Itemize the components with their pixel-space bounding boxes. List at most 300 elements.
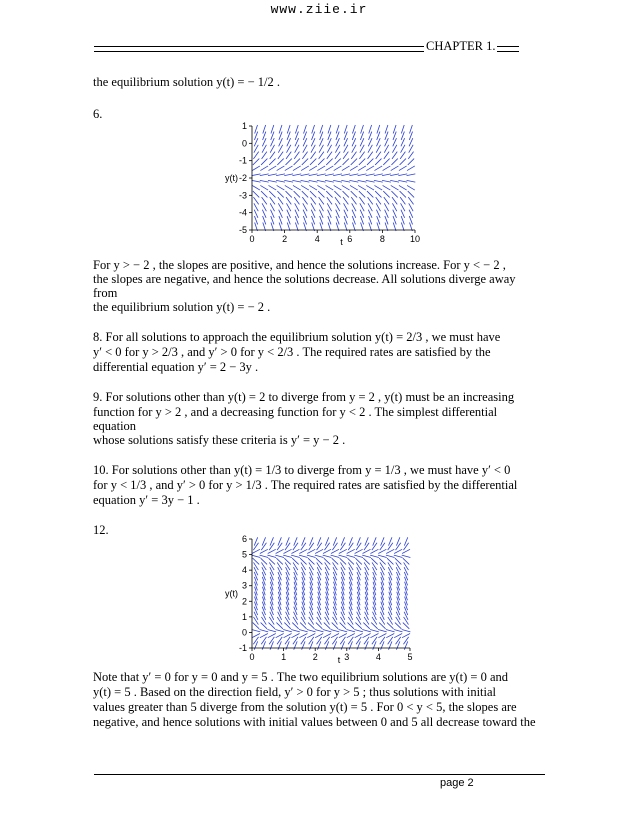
slope-segment bbox=[283, 629, 292, 631]
slope-segment bbox=[358, 174, 367, 176]
slope-segment bbox=[317, 166, 325, 171]
y-tick-label: 6 bbox=[241, 534, 247, 544]
slope-segment bbox=[252, 174, 261, 176]
slope-segment bbox=[276, 558, 282, 564]
slope-segment bbox=[309, 637, 314, 644]
slope-segment bbox=[285, 617, 290, 625]
paragraph-line: for y < 1/3 , and y′ > 0 for y > 1/3 . The required rates are satisfied by the differential bbox=[93, 478, 518, 492]
slope-segment bbox=[391, 191, 397, 197]
slope-segment bbox=[261, 543, 266, 550]
direction-field-plot-6 bbox=[218, 120, 423, 250]
slope-segment bbox=[371, 623, 377, 629]
x-tick-label: 3 bbox=[344, 652, 350, 662]
slope-segment bbox=[342, 166, 350, 171]
slope-segment bbox=[400, 159, 406, 165]
slope-segment bbox=[285, 166, 293, 171]
slope-segment bbox=[349, 174, 358, 176]
slope-segment bbox=[391, 166, 399, 171]
x-tick-label: 2 bbox=[282, 234, 288, 244]
slope-segment bbox=[372, 637, 377, 644]
slope-segment bbox=[403, 543, 408, 550]
slope-segment bbox=[261, 159, 267, 165]
slope-segment bbox=[334, 191, 340, 197]
paragraph-line: 10. For solutions other than y(t) = 1/3 to diverge from y = 1/3 , we must have y′ < 0 bbox=[93, 463, 511, 477]
slope-segment bbox=[310, 159, 316, 165]
paragraph-line: the equilibrium solution y(t) = − 1/2 . bbox=[93, 75, 280, 89]
slope-segment bbox=[309, 174, 318, 176]
paragraph-line: the equilibrium solution y(t) = − 2 . bbox=[93, 300, 271, 314]
slope-segment bbox=[348, 558, 354, 564]
slope-segment bbox=[383, 191, 389, 197]
paragraph-line: equation bbox=[93, 419, 137, 433]
slope-segment bbox=[253, 191, 259, 197]
slope-segment bbox=[308, 623, 314, 629]
slope-segment bbox=[380, 543, 385, 550]
slope-segment bbox=[398, 180, 407, 182]
slope-segment bbox=[375, 159, 381, 165]
slope-segment bbox=[260, 166, 268, 171]
slope-segment bbox=[301, 637, 306, 644]
slope-segment bbox=[252, 166, 260, 171]
slope-segment bbox=[315, 555, 324, 557]
slope-segment bbox=[260, 629, 269, 631]
slope-segment bbox=[364, 617, 369, 625]
slope-segment bbox=[343, 191, 349, 197]
paragraph-line: equation y′ = 3y − 1 . bbox=[93, 493, 200, 507]
slope-segment bbox=[348, 617, 353, 625]
slope-segment bbox=[394, 629, 403, 631]
slope-segment bbox=[348, 637, 353, 644]
slope-segment bbox=[293, 637, 298, 644]
slope-segment bbox=[341, 180, 350, 182]
slope-segment bbox=[309, 562, 314, 570]
problem-number: 6. bbox=[93, 107, 103, 121]
slope-segment bbox=[395, 623, 401, 629]
slope-segment bbox=[364, 562, 369, 570]
slope-segment bbox=[269, 166, 277, 171]
slope-segment bbox=[283, 555, 292, 557]
slope-segment bbox=[277, 191, 283, 197]
slope-segment bbox=[269, 562, 274, 570]
x-tick-label: 2 bbox=[312, 652, 318, 662]
slope-segment bbox=[333, 562, 338, 570]
slope-segment bbox=[383, 159, 389, 165]
slope-segment bbox=[268, 174, 277, 176]
slope-segment bbox=[285, 637, 290, 644]
x-tick-label: 1 bbox=[281, 652, 287, 662]
slope-segment bbox=[277, 159, 283, 165]
slope-segment bbox=[325, 180, 334, 182]
slope-segment bbox=[277, 562, 282, 570]
y-tick-label: -1 bbox=[238, 643, 247, 653]
slope-segment bbox=[374, 174, 383, 176]
slope-segment bbox=[371, 558, 377, 564]
slope-segment bbox=[339, 629, 348, 631]
slope-segment bbox=[269, 191, 275, 197]
slope-segment bbox=[293, 543, 298, 550]
slope-segment bbox=[394, 555, 403, 557]
y-tick-label: 4 bbox=[241, 565, 247, 576]
paragraph-line: y(t) = 5 . Based on the direction field, y′ > 0 for y > 5 ; thus solutions with initial bbox=[93, 685, 497, 699]
slope-segment bbox=[348, 623, 354, 629]
slope-segment bbox=[284, 623, 290, 629]
slope-segment bbox=[261, 562, 266, 570]
slope-segment bbox=[293, 562, 298, 570]
slope-segment bbox=[253, 623, 259, 629]
slope-segment bbox=[403, 558, 409, 564]
slope-segment bbox=[284, 180, 293, 182]
paragraph-line: 8. For all solutions to approach the equilibrium solution y(t) = 2/3 , we must have bbox=[93, 330, 501, 344]
slope-segment bbox=[358, 180, 367, 182]
slope-segment bbox=[301, 617, 306, 625]
slope-segment bbox=[359, 191, 365, 197]
slope-segment bbox=[324, 558, 330, 564]
slope-segment bbox=[269, 543, 274, 550]
slope-segment bbox=[356, 543, 361, 550]
slope-segment bbox=[340, 623, 346, 629]
slope-segment bbox=[301, 543, 306, 550]
slope-segment bbox=[407, 185, 415, 190]
slope-segment bbox=[294, 159, 300, 165]
slope-segment bbox=[364, 543, 369, 550]
slope-segment bbox=[383, 166, 391, 171]
slope-segment bbox=[293, 617, 298, 625]
slope-segment bbox=[269, 185, 277, 190]
slope-segment bbox=[403, 623, 409, 629]
slope-segment bbox=[276, 180, 285, 182]
slope-segment bbox=[407, 166, 415, 171]
slope-segment bbox=[326, 159, 332, 165]
slope-segment bbox=[254, 562, 259, 570]
x-tick-label: 0 bbox=[249, 234, 255, 244]
slope-segment bbox=[366, 185, 374, 190]
slope-segment bbox=[380, 562, 385, 570]
slope-segment bbox=[400, 191, 406, 197]
slope-segment bbox=[387, 558, 393, 564]
slope-segment bbox=[326, 191, 332, 197]
y-axis-label: y(t) bbox=[225, 173, 238, 183]
y-tick-label: 5 bbox=[241, 549, 247, 560]
slope-segment bbox=[269, 617, 274, 625]
slope-segment bbox=[285, 543, 290, 550]
slope-segment bbox=[324, 623, 330, 629]
slope-segment bbox=[372, 617, 377, 625]
slope-segment bbox=[309, 617, 314, 625]
paragraph-line: Note that y′ = 0 for y = 0 and y = 5 . The two equilibrium solutions are y(t) = 0 and bbox=[93, 670, 509, 684]
slope-segment bbox=[355, 558, 361, 564]
slope-segment bbox=[285, 185, 293, 190]
slope-segment bbox=[380, 617, 385, 625]
y-tick-label: 1 bbox=[241, 121, 247, 131]
slope-segment bbox=[275, 629, 284, 631]
slope-segment bbox=[332, 558, 338, 564]
slope-segment bbox=[326, 185, 334, 190]
slope-segment bbox=[354, 555, 363, 557]
slope-segment bbox=[339, 555, 348, 557]
slope-segment bbox=[310, 191, 316, 197]
slope-segment bbox=[301, 185, 309, 190]
x-tick-label: 10 bbox=[409, 234, 421, 244]
slope-segment bbox=[351, 159, 357, 165]
x-tick-label: 8 bbox=[379, 234, 385, 244]
paragraph-line: differential equation y′ = 2 − 3y . bbox=[93, 360, 259, 374]
slope-segment bbox=[291, 629, 300, 631]
slope-segment bbox=[301, 562, 306, 570]
slope-segment bbox=[382, 174, 391, 176]
slope-segment bbox=[388, 562, 393, 570]
slope-segment bbox=[261, 558, 267, 564]
slope-segment bbox=[291, 555, 300, 557]
footer-rule bbox=[94, 774, 545, 775]
slope-segment bbox=[374, 185, 382, 190]
y-tick-label: 1 bbox=[241, 611, 247, 622]
slope-segment bbox=[324, 543, 329, 550]
slope-segment bbox=[317, 180, 326, 182]
slope-segment bbox=[404, 562, 409, 570]
slope-segment bbox=[267, 629, 276, 631]
slope-segment bbox=[395, 558, 401, 564]
paragraph-line: 9. For solutions other than y(t) = 2 to diverge from y = 2 , y(t) must be an increasing bbox=[93, 390, 515, 404]
slope-segment bbox=[317, 174, 326, 176]
slope-segment bbox=[391, 185, 399, 190]
slope-segment bbox=[292, 180, 301, 182]
slope-segment bbox=[363, 623, 369, 629]
slope-segment bbox=[334, 159, 340, 165]
slope-segment bbox=[399, 185, 407, 190]
slope-segment bbox=[317, 562, 322, 570]
slope-segment bbox=[317, 637, 322, 644]
slope-segment bbox=[402, 629, 411, 631]
slope-segment bbox=[267, 555, 276, 557]
slope-segment bbox=[388, 543, 393, 550]
slope-segment bbox=[340, 637, 345, 644]
slope-segment bbox=[346, 629, 355, 631]
y-tick-label: -3 bbox=[238, 190, 247, 201]
slope-segment bbox=[386, 555, 395, 557]
slope-segment bbox=[260, 555, 269, 557]
slope-segment bbox=[275, 555, 284, 557]
paragraph-line: For y > − 2 , the slopes are positive, and hence the solutions increase. For y < − 2 , bbox=[93, 258, 506, 272]
slope-segment bbox=[316, 623, 322, 629]
slope-segment bbox=[301, 174, 310, 176]
slope-segment bbox=[252, 629, 261, 631]
slope-segment bbox=[269, 623, 275, 629]
y-tick-label: -4 bbox=[238, 207, 247, 218]
slope-segment bbox=[299, 555, 308, 557]
slope-segment bbox=[380, 637, 385, 644]
slope-segment bbox=[316, 558, 322, 564]
problem-number: 12. bbox=[93, 523, 109, 537]
slope-segment bbox=[260, 174, 269, 176]
slope-segment bbox=[334, 166, 342, 171]
slope-segment bbox=[252, 180, 261, 182]
slope-segment bbox=[372, 562, 377, 570]
slope-segment bbox=[370, 629, 379, 631]
slope-segment bbox=[309, 543, 314, 550]
slope-segment bbox=[396, 617, 401, 625]
direction-field-plot-12 bbox=[220, 533, 420, 668]
slope-segment bbox=[307, 629, 316, 631]
slope-segment bbox=[362, 629, 371, 631]
slope-segment bbox=[252, 555, 261, 557]
x-tick-label: 4 bbox=[314, 234, 320, 244]
slope-segment bbox=[284, 174, 293, 176]
slope-segment bbox=[402, 555, 411, 557]
slope-segment bbox=[254, 617, 259, 625]
slope-segment bbox=[382, 180, 391, 182]
slope-segment bbox=[309, 185, 317, 190]
y-tick-label: 3 bbox=[241, 580, 247, 591]
slope-segment bbox=[277, 637, 282, 644]
slope-segment bbox=[309, 166, 317, 171]
paragraph-line: the slopes are negative, and hence the solutions decrease. All solutions diverge away bbox=[93, 272, 516, 286]
slope-segment bbox=[318, 191, 324, 197]
x-tick-label: 4 bbox=[375, 652, 381, 662]
slope-segment bbox=[367, 159, 373, 165]
slope-segment bbox=[340, 562, 345, 570]
slope-segment bbox=[294, 191, 300, 197]
slope-segment bbox=[356, 637, 361, 644]
slope-segment bbox=[348, 562, 353, 570]
slope-segment bbox=[332, 637, 337, 644]
slope-segment bbox=[307, 555, 316, 557]
slope-segment bbox=[253, 543, 258, 550]
slope-segment bbox=[331, 629, 340, 631]
y-tick-label: -1 bbox=[238, 155, 247, 166]
slope-segment bbox=[252, 185, 260, 190]
slope-segment bbox=[387, 623, 393, 629]
slope-segment bbox=[375, 191, 381, 197]
header-rule bbox=[94, 46, 424, 52]
slope-segment bbox=[379, 558, 385, 564]
slope-segment bbox=[359, 159, 365, 165]
slope-segment bbox=[372, 543, 377, 550]
slope-segment bbox=[342, 185, 350, 190]
slope-segment bbox=[260, 180, 269, 182]
slope-segment bbox=[261, 623, 267, 629]
slope-segment bbox=[383, 185, 391, 190]
slope-segment bbox=[398, 174, 407, 176]
slope-segment bbox=[261, 191, 267, 197]
slope-segment bbox=[293, 185, 301, 190]
slope-segment bbox=[374, 180, 383, 182]
slope-segment bbox=[388, 637, 393, 644]
slope-segment bbox=[388, 617, 393, 625]
slope-segment bbox=[349, 180, 358, 182]
slope-segment bbox=[348, 543, 353, 550]
slope-segment bbox=[323, 555, 332, 557]
slope-segment bbox=[300, 623, 306, 629]
slope-segment bbox=[390, 180, 399, 182]
slope-segment bbox=[285, 159, 291, 165]
slope-segment bbox=[302, 191, 308, 197]
slope-segment bbox=[302, 159, 308, 165]
slope-segment bbox=[326, 166, 334, 171]
slope-segment bbox=[370, 555, 379, 557]
y-tick-label: 0 bbox=[241, 627, 247, 638]
slope-segment bbox=[317, 543, 322, 550]
slope-segment bbox=[354, 629, 363, 631]
slope-segment bbox=[332, 543, 337, 550]
slope-segment bbox=[269, 637, 274, 644]
paragraph-line: values greater than 5 diverge from the solution y(t) = 5 . For 0 < y < 5, the slopes are bbox=[93, 700, 517, 714]
slope-segment bbox=[269, 558, 275, 564]
slope-segment bbox=[315, 629, 324, 631]
slope-segment bbox=[325, 617, 330, 625]
slope-segment bbox=[277, 185, 285, 190]
slope-segment bbox=[396, 543, 401, 550]
slope-segment bbox=[333, 174, 342, 176]
watermark: www.ziie.ir bbox=[270, 2, 368, 17]
slope-segment bbox=[366, 180, 375, 182]
slope-segment bbox=[261, 617, 266, 625]
slope-segment bbox=[318, 159, 324, 165]
slope-segment bbox=[268, 180, 277, 182]
slope-segment bbox=[364, 637, 369, 644]
slope-segment bbox=[277, 543, 282, 550]
x-axis-label: t bbox=[337, 655, 341, 665]
paragraph-line: function for y > 2 , and a decreasing function for y < 2 . The simplest differential bbox=[93, 405, 498, 419]
slope-segment bbox=[378, 629, 387, 631]
x-axis-label: t bbox=[340, 237, 343, 247]
slope-segment bbox=[292, 558, 298, 564]
slope-segment bbox=[317, 617, 322, 625]
slope-segment bbox=[408, 159, 414, 165]
slope-segment bbox=[350, 166, 358, 171]
slope-segment bbox=[285, 191, 291, 197]
paragraph-line: from bbox=[93, 286, 118, 300]
slope-segment bbox=[292, 623, 298, 629]
slope-segment bbox=[340, 543, 345, 550]
slope-segment bbox=[407, 174, 416, 176]
slope-segment bbox=[356, 617, 361, 625]
chapter-heading: CHAPTER 1. bbox=[426, 39, 496, 53]
slope-segment bbox=[285, 562, 290, 570]
slope-segment bbox=[396, 637, 401, 644]
slope-segment bbox=[299, 629, 308, 631]
paragraph-line: negative, and hence solutions with initial values between 0 and 5 all decrease toward the bbox=[93, 715, 536, 729]
y-tick-label: 0 bbox=[241, 138, 247, 149]
slope-segment bbox=[386, 629, 395, 631]
slope-segment bbox=[367, 191, 373, 197]
slope-segment bbox=[253, 558, 259, 564]
slope-segment bbox=[293, 166, 301, 171]
slope-segment bbox=[277, 617, 282, 625]
slope-segment bbox=[300, 558, 306, 564]
slope-segment bbox=[396, 562, 401, 570]
slope-segment bbox=[404, 617, 409, 625]
slope-segment bbox=[253, 637, 258, 644]
slope-segment bbox=[408, 191, 414, 197]
slope-segment bbox=[340, 558, 346, 564]
slope-segment bbox=[325, 562, 330, 570]
y-tick-label: -5 bbox=[238, 225, 247, 235]
slope-segment bbox=[374, 166, 382, 171]
slope-segment bbox=[355, 623, 361, 629]
slope-segment bbox=[260, 185, 268, 190]
slope-segment bbox=[317, 185, 325, 190]
slope-segment bbox=[276, 174, 285, 176]
slope-segment bbox=[332, 623, 338, 629]
header-rule-tail bbox=[497, 46, 519, 52]
slope-segment bbox=[333, 180, 342, 182]
paragraph-line: y′ < 0 for y > 2/3 , and y′ > 0 for y < 2/3 . The required rates are satisfied by the bbox=[93, 345, 491, 359]
slope-segment bbox=[390, 174, 399, 176]
paragraph-line: whose solutions satisfy these criteria is y′ = y − 2 . bbox=[93, 433, 346, 447]
slope-segment bbox=[301, 180, 310, 182]
slope-segment bbox=[350, 185, 358, 190]
slope-segment bbox=[407, 180, 416, 182]
